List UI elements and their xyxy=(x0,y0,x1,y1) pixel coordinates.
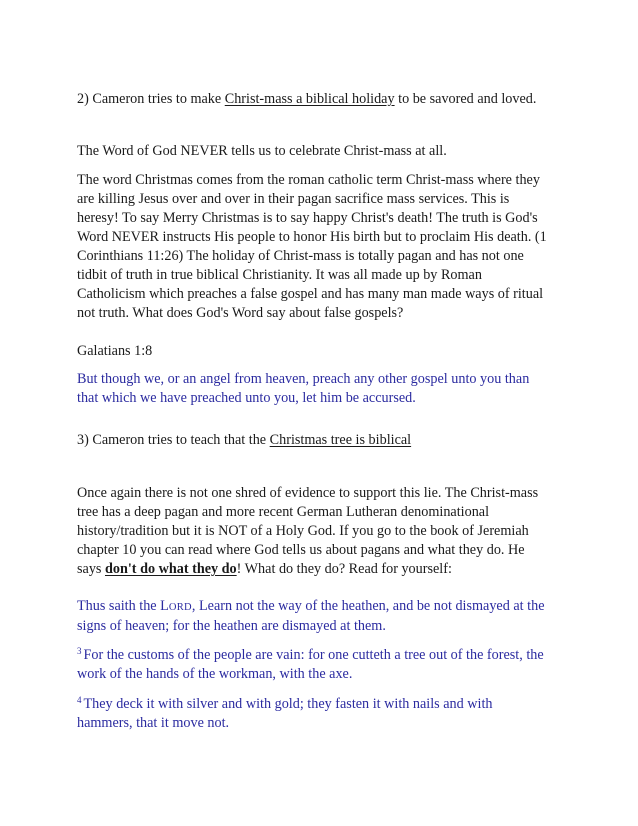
verse-2-rest: , Learn not the way of the heathen, and be not dismayed at the xyxy=(191,598,545,614)
paragraph-line: Word NEVER instructs His people to honor His birth but to proclaim His death. (1 xyxy=(77,229,547,245)
paragraph-line: not truth. What does God's Word say about false gospels? xyxy=(77,305,404,321)
christ-mass-holiday-link: Christ-mass a biblical holiday xyxy=(224,91,395,107)
paragraph-line: heresy! To say Merry Christmas is to say happy Christ's death! The truth is God's xyxy=(77,210,538,226)
verse-line: signs of heaven; for the heathen are dismayed at them. xyxy=(77,618,386,634)
read-for-yourself-text: ! What do they do? Read for yourself: xyxy=(236,561,452,577)
tree-paragraph xyxy=(77,484,577,579)
paragraph-line: The word Christmas comes from the roman catholic term Christ-mass where they xyxy=(77,172,540,188)
verse-number: 3 xyxy=(77,646,82,656)
point-2-text: 2) Cameron tries to make xyxy=(77,91,225,107)
point-2-text-end: to be savored and loved. xyxy=(394,91,537,107)
point-3-heading xyxy=(77,431,577,450)
verse-3-text: For the customs of the people are vain: for one cutteth a tree out of the forest, the xyxy=(83,647,544,663)
dont-do-what-they-do: don't do what they do xyxy=(104,561,237,577)
galatians-verse xyxy=(77,370,577,408)
verse-line xyxy=(77,597,577,617)
point-2-heading xyxy=(77,90,577,109)
verse-line: that which we have preached unto you, let him be accursed. xyxy=(77,390,416,406)
verse-2-start: Thus saith the L xyxy=(77,598,169,614)
paragraph-line: chapter 10 you can read where God tells us about pagans and what they do. He xyxy=(77,542,525,558)
verse-line: But though we, or an angel from heaven, preach any other gospel unto you than xyxy=(77,371,530,387)
point-3-text: 3) Cameron tries to teach that the xyxy=(77,432,270,448)
paragraph-line-last xyxy=(77,560,577,579)
never-line: The Word of God NEVER tells us to celebrate Christ-mass at all. xyxy=(77,143,447,159)
paragraph-line: Corinthians 11:26) The holiday of Christ-mass is totally pagan and has not one xyxy=(77,248,524,264)
jeremiah-verse-2 xyxy=(77,597,577,636)
paragraph-line: are killing Jesus over and over in their pagan sacrifice mass services. This is xyxy=(77,191,510,207)
christmas-paragraph xyxy=(77,171,577,323)
jeremiah-verse-4 xyxy=(77,695,577,733)
christmas-tree-link: Christmas tree is biblical xyxy=(269,432,412,448)
paragraph-line: Once again there is not one shred of evidence to support this lie. The Christ-mass xyxy=(77,485,539,501)
paragraph-line: tree has a deep pagan and more recent German Lutheran denominational xyxy=(77,504,490,520)
paragraph-line: history/tradition but it is NOT of a Holy God. If you go to the book of Jeremiah xyxy=(77,523,529,539)
verse-line: work of the hands of the workman, with the axe. xyxy=(77,666,353,682)
lord-smallcaps: ORD xyxy=(168,602,192,613)
verse-line: hammers, that it move not. xyxy=(77,715,230,731)
galatians-reference: Galatians 1:8 xyxy=(77,343,153,359)
paragraph-line: tidbit of truth in true biblical Christianity. It was all made up by Roman xyxy=(77,267,482,283)
paragraph-line: Catholicism which preaches a false gospel and has many man made ways of ritual xyxy=(77,286,544,302)
verse-4-text: They deck it with silver and with gold; they fasten it with nails and with xyxy=(83,696,493,712)
jeremiah-verse-3 xyxy=(77,646,577,684)
verse-line xyxy=(77,646,577,665)
verse-number: 4 xyxy=(77,695,82,705)
says-text: says xyxy=(77,561,105,577)
verse-line xyxy=(77,695,577,714)
